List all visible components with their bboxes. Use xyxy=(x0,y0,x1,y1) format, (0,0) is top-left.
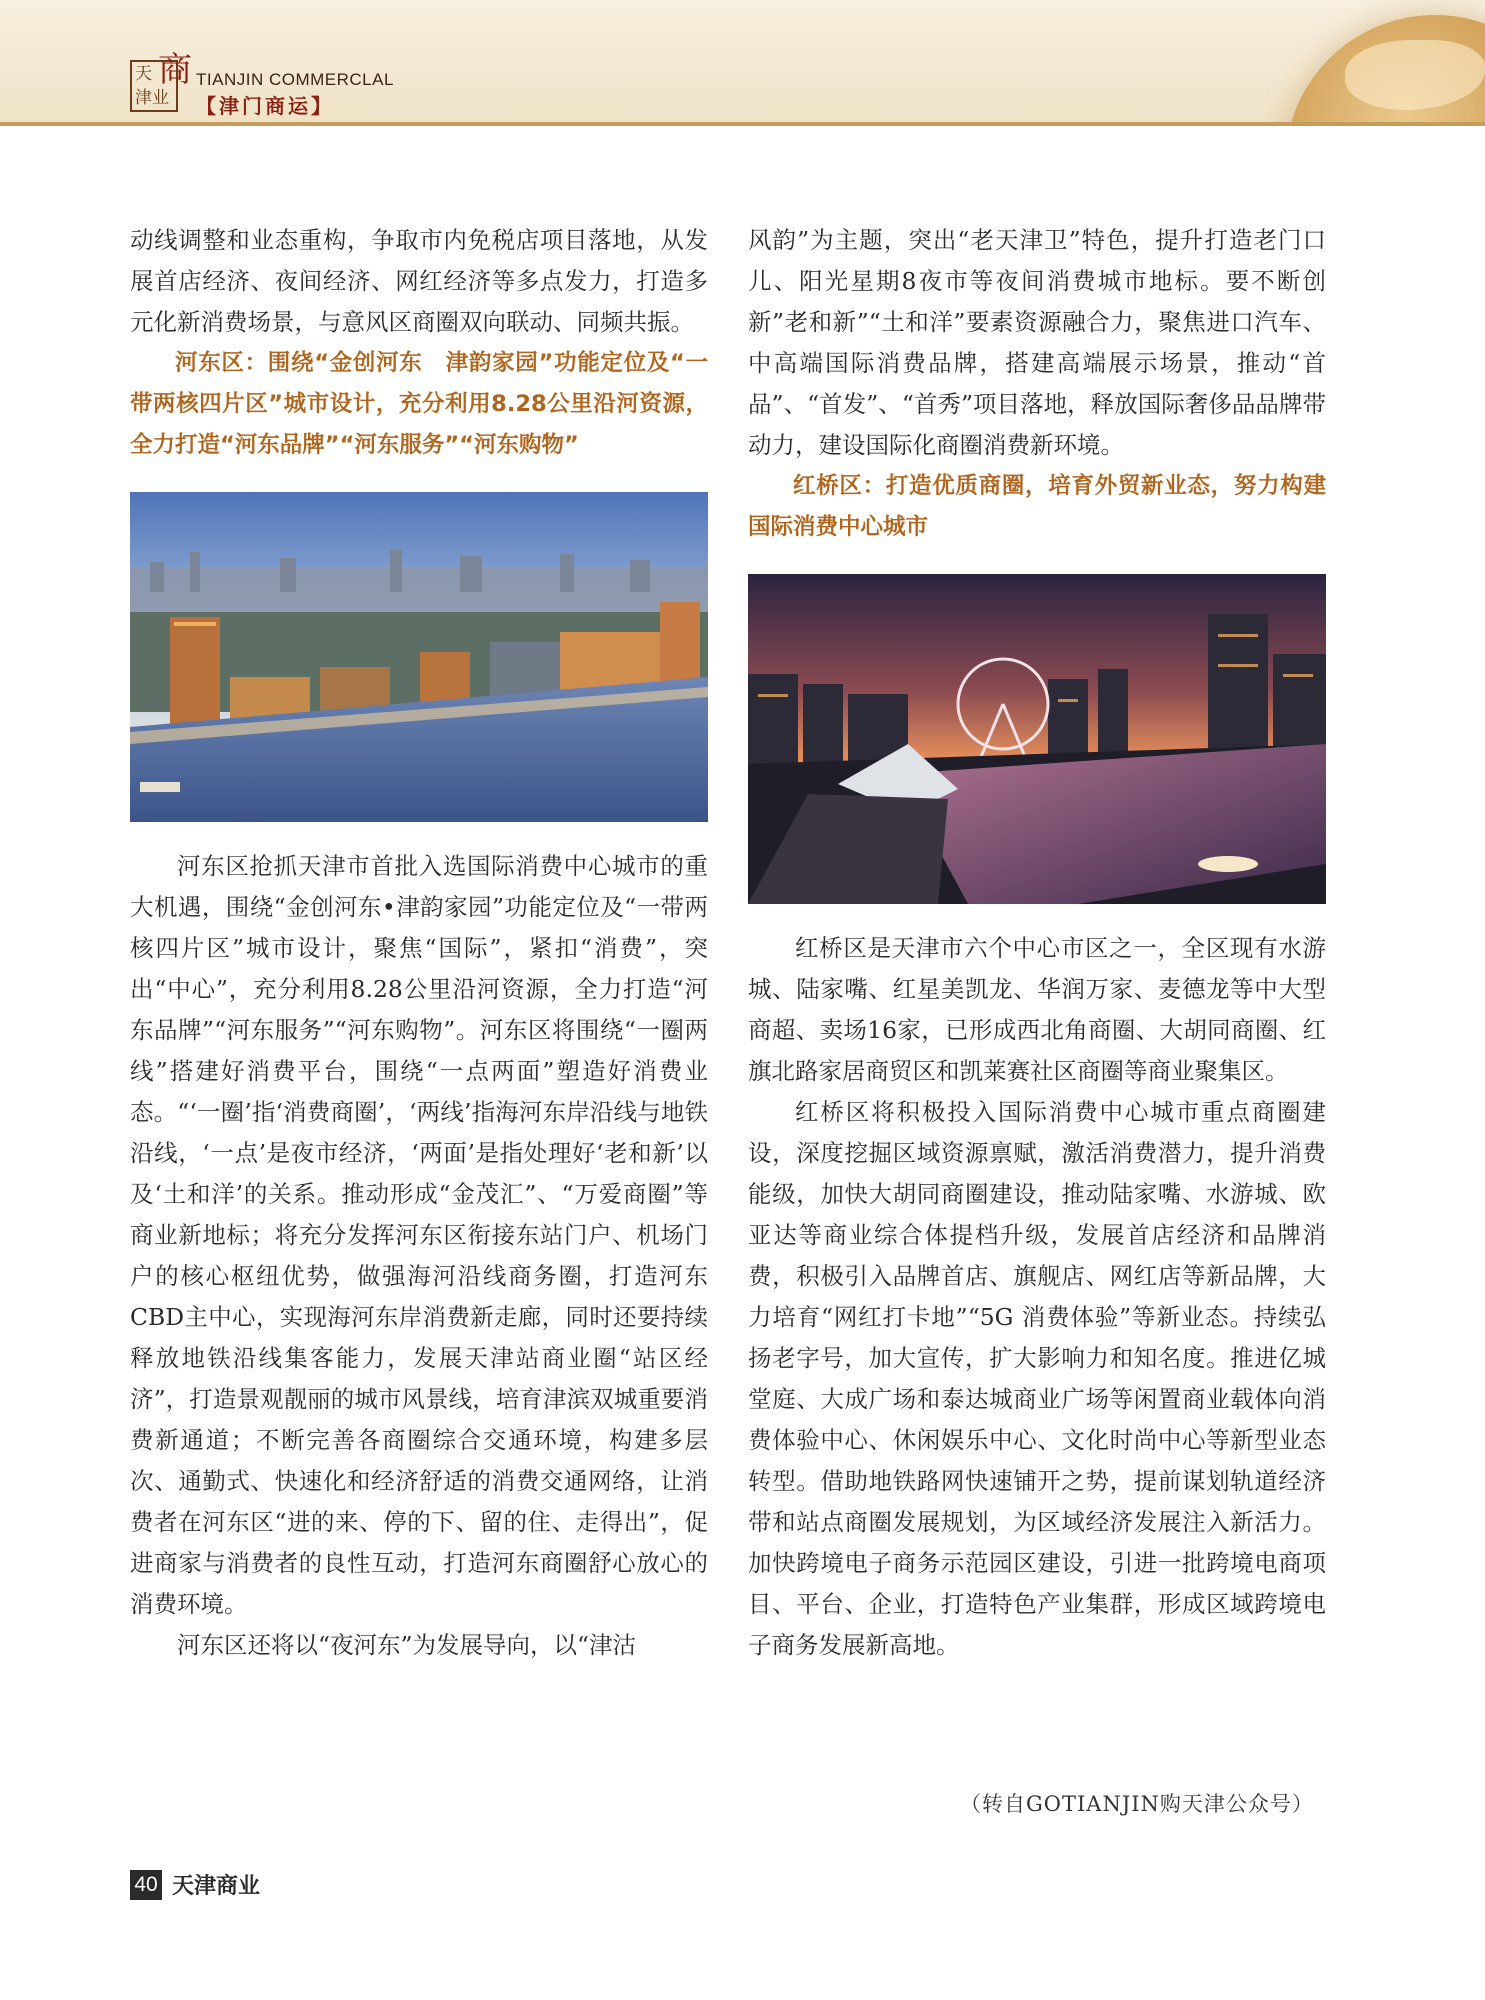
paragraph: 红桥区是天津市六个中心市区之一，全区现有水游城、陆家嘴、红星美凯龙、华润万家、麦德龙等中大型商超、卖场16家，已形成西北角商圈、大胡同商圈、红旗北路家居商贸区和凯莱赛社区商圈等商业聚集区。 xyxy=(748,934,1326,1085)
paragraph: 动线调整和业态重构，争取市内免税店项目落地，从发展首店经济、夜间经济、网红经济等多点发力，打造多元化新消费场景，与意风区商圈双向联动、同频共振。 xyxy=(130,226,708,336)
page-header xyxy=(0,0,1485,126)
paragraph: 红桥区将积极投入国际消费中心城市重点商圈建设，深度挖掘区域资源禀赋，激活消费潜力，提升消费能级，加快大胡同商圈建设，推动陆家嘴、水游城、欧亚达等商业综合体提档升级，发展首店经济和品牌消费，积极引入品牌首店、旗舰店、网红店等新品牌，大力培育“网红打卡地”“5G 消费体验”等新业态。持续弘扬老字号，加大宣传，扩大影响力和知名度。推进亿城堂庭、大成广场和泰达城商业广场等闲置商业载体向消费体验中心、休闲娱乐中心、文化时尚中心等新型业态转型。借助地铁路网快速铺开之势，提前谋划轨道经济带和站点商圈发展规划，为区域经济发展注入新活力。加快跨境电子商务示范园区建设，引进一批跨境电商项目、平台、企业，打造特色产业集群，形成区域跨境电子商务发展新高地。 xyxy=(748,1098,1326,1659)
section-heading-hedong: 河东区：围绕“金创河东 津韵家园”功能定位及“一带两核四片区”城市设计，充分利用8.28公里沿河资源，全力打造“河东品牌”“河东服务”“河东购物” xyxy=(130,350,708,458)
photo-hedong-riverside xyxy=(130,492,708,822)
logo-top-char: 天 xyxy=(135,64,152,84)
section-title: 【津门商运】 xyxy=(196,94,334,118)
source-credit: （转自GOTIANJIN购天津公众号） xyxy=(960,1792,1314,1816)
left-column xyxy=(130,220,708,1666)
page-number: 40 xyxy=(130,1870,162,1900)
header-rule xyxy=(0,122,1485,126)
magazine-name: 天津商业 xyxy=(172,1874,261,1899)
paragraph: 河东区还将以“夜河东”为发展导向，以“津沽 xyxy=(177,1631,637,1659)
brand-english: TIANJIN COMMERCLAL xyxy=(196,70,394,89)
right-column xyxy=(748,220,1326,1666)
globe-decoration xyxy=(1245,0,1485,122)
paragraph: 河东区抢抓天津市首批入选国际消费中心城市的重大机遇，围绕“金创河东•津韵家园”功能定位及“一带两核四片区”城市设计，聚焦“国际”，紧扣“消费”，突出“中心”，充分利用8.28公里沿河资源，全力打造“河东品牌”“河东服务”“河东购物”。河东区将围绕“一圈两线”搭建好消费平台，围绕“一点两面”塑造好消费业态。“‘一圈’指‘消费商圈’，‘两线’指海河东岸沿线与地铁沿线，‘一点’是夜市经济，‘两面’是指处理好‘老和新’以及‘土和洋’的关系。推动形成“金茂汇”、“万爱商圈”等商业新地标；将充分发挥河东区衔接东站门户、机场门户的核心枢纽优势，做强海河沿线商务圈，打造河东CBD主中心，实现海河东岸消费新走廊，同时还要持续释放地铁沿线集客能力，发展天津站商业圈“站区经济”，打造景观靓丽的城市风景线，培育津滨双城重要消费新通道；不断完善各商圈综合交通环境，构建多层次、通勤式、快速化和经济舒适的消费交通网络，让消费者在河东区“进的来、停的下、留的住、走得出”，促进商家与消费者的良性互动，打造河东商圈舒心放心的消费环境。 xyxy=(130,852,708,1618)
section-heading-hongqiao: 红桥区：打造优质商圈，培育外贸新业态，努力构建国际消费中心城市 xyxy=(748,473,1326,540)
logo-big-char: 商 xyxy=(158,50,192,90)
photo-hongqiao-night xyxy=(748,574,1326,904)
logo-bottom-chars: 津业 xyxy=(135,88,169,108)
paragraph: 风韵”为主题，突出“老天津卫”特色，提升打造老门口儿、阳光星期8夜市等夜间消费城市地标。要不断创新”老和新”“土和洋”要素资源融合力，聚焦进口汽车、中高端国际消费品牌，搭建高端展示场景，推动“首品”、“首发”、“首秀”项目落地，释放国际奢侈品品牌带动力，建设国际化商圈消费新环境。 xyxy=(748,226,1326,459)
